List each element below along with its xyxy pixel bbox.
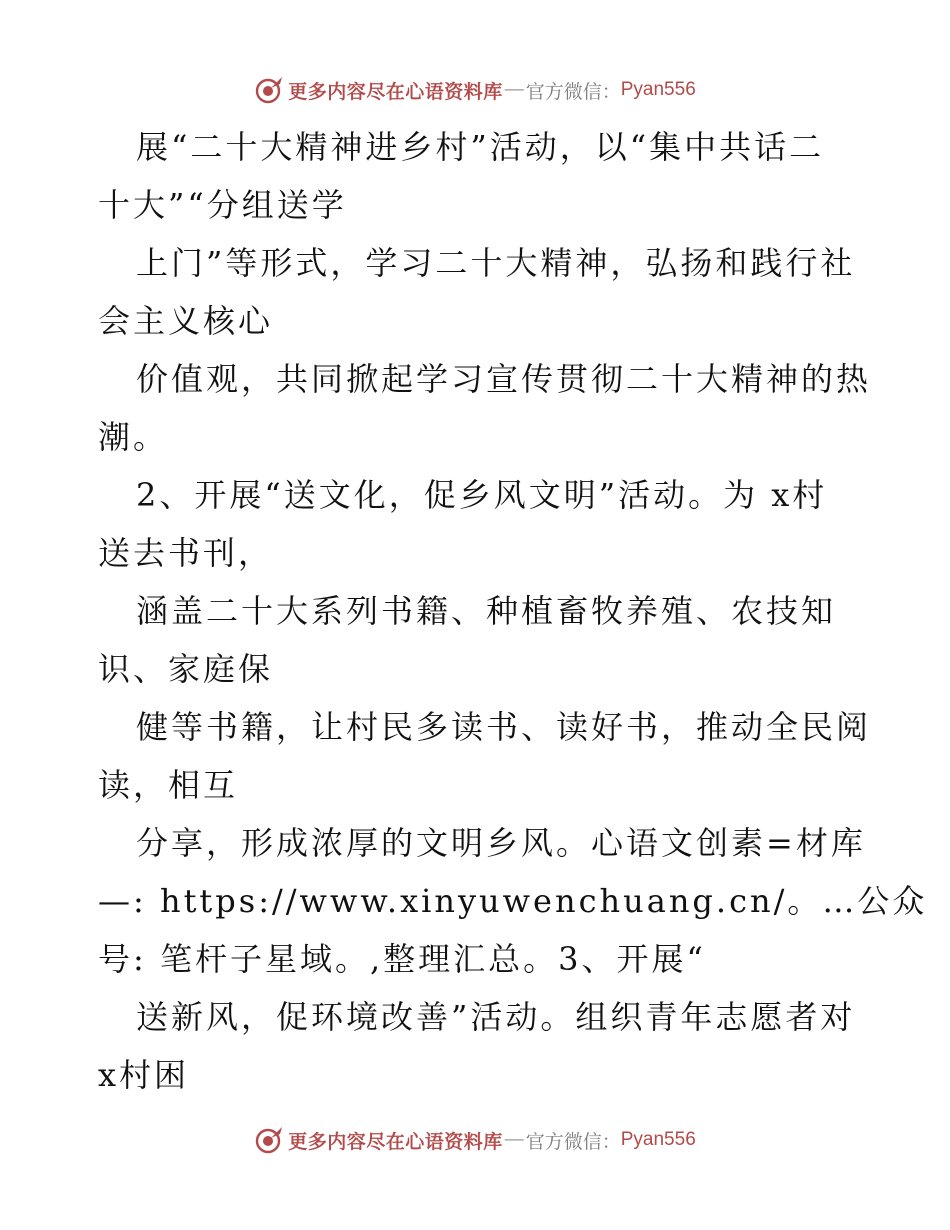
watermark-wechat-id: Pyan556 [620, 1129, 696, 1150]
header-watermark [0, 70, 950, 110]
watermark-brand-text: 更多内容尽在心语资料库 [288, 1130, 503, 1153]
text-line: 价值观，共同掀起学习宣传贯彻二十大精神的热 [136, 360, 872, 398]
text-line: 上门”等形式，学习二十大精神，弘扬和践行社 [136, 244, 856, 282]
document-body [98, 118, 928, 1104]
text-line: 会主义核心 [98, 302, 274, 340]
footer-watermark [0, 1120, 950, 1160]
text-line: 识、家庭保 [98, 650, 274, 688]
text-line: 读，相互 [98, 766, 239, 804]
watermark-brand-text: 更多内容尽在心语资料库 [288, 80, 503, 103]
watermark-dash: — [504, 79, 524, 100]
text-line: 号: 笔杆子星域。,整理汇总。3、开展“ [98, 940, 706, 978]
quill-pen-circle-icon [254, 75, 284, 105]
watermark-official-label: 官方微信： [525, 1130, 621, 1153]
text-line: 2、开展“送文化，促乡风文明”活动。为 x村 [136, 476, 828, 514]
text-line: 送去书刊， [98, 534, 274, 572]
quill-pen-circle-icon [254, 1125, 284, 1155]
watermark-dash: — [504, 1129, 524, 1150]
text-line: 分享，形成浓厚的文明乡风。心语文创素=材库 [136, 824, 866, 862]
text-line: x村困 [98, 1056, 190, 1094]
text-line: 涵盖二十大系列书籍、种植畜牧养殖、农技知 [136, 592, 837, 630]
watermark-wechat-id: Pyan556 [620, 79, 696, 100]
text-line: 送新风，促环境改善”活动。组织青年志愿者对 [136, 998, 856, 1036]
text-line: 十大”“分组送学 [98, 186, 347, 224]
text-line: —: https://www.xinyuwenchuang.cn/。…公众 [98, 882, 928, 920]
watermark-official-label: 官方微信： [525, 80, 621, 103]
text-line: 潮。 [98, 418, 169, 456]
text-line: 健等书籍，让村民多读书、读好书，推动全民阅 [136, 708, 872, 746]
text-line: 展“二十大精神进乡村”活动，以“集中共话二 [136, 128, 825, 166]
